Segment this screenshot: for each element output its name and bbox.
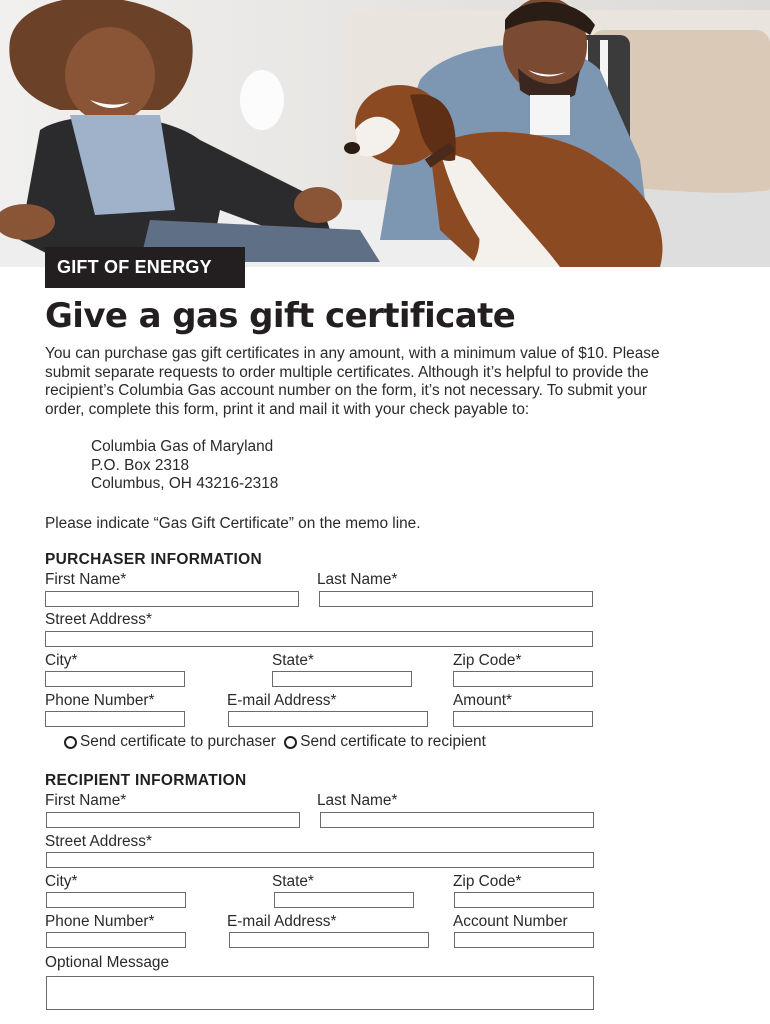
- page-title: Give a gas gift certificate: [45, 296, 516, 336]
- send-to-recipient-radio[interactable]: [284, 733, 486, 751]
- address-line: P.O. Box 2318: [91, 456, 190, 474]
- purchaser-city-label: City*: [45, 652, 78, 669]
- purchaser-first-name-field[interactable]: [45, 591, 299, 607]
- address-line: Columbia Gas of Maryland: [91, 438, 274, 455]
- purchaser-last-name-label: Last Name*: [317, 571, 398, 588]
- intro-line: You can purchase gas gift certificates in any amount, with a minimum value of $10. Please: [45, 345, 660, 362]
- recipient-zip-field[interactable]: [454, 892, 594, 908]
- hero-photo: [0, 0, 770, 267]
- send-to-purchaser-radio[interactable]: [64, 733, 276, 751]
- recipient-email-input[interactable]: [230, 935, 428, 949]
- recipient-city-input[interactable]: [47, 895, 185, 909]
- purchaser-amount-label: Amount*: [453, 692, 513, 709]
- send-certificate-options: [64, 733, 486, 754]
- recipient-message-field[interactable]: [46, 976, 594, 1010]
- family-with-beagle-illustration: [0, 0, 770, 267]
- purchaser-street-input[interactable]: [46, 634, 592, 648]
- purchaser-zip-field[interactable]: [453, 671, 593, 687]
- purchaser-first-name-label: First Name*: [45, 571, 127, 588]
- purchaser-amount-field[interactable]: [453, 711, 593, 727]
- purchaser-zip-input[interactable]: [454, 674, 592, 688]
- recipient-zip-label: Zip Code*: [453, 873, 522, 890]
- purchaser-heading: PURCHASER INFORMATION: [45, 551, 262, 568]
- recipient-last-name-input[interactable]: [321, 815, 593, 829]
- purchaser-phone-label: Phone Number*: [45, 692, 155, 709]
- recipient-account-input[interactable]: [455, 935, 593, 949]
- purchaser-city-field[interactable]: [45, 671, 185, 687]
- intro-paragraph: [45, 345, 735, 419]
- recipient-zip-input[interactable]: [455, 895, 593, 909]
- address-line: Columbus, OH 43216-2318: [91, 475, 279, 493]
- recipient-first-name-field[interactable]: [46, 812, 300, 828]
- purchaser-last-name-input[interactable]: [320, 594, 592, 608]
- purchaser-street-field[interactable]: [45, 631, 593, 647]
- recipient-phone-field[interactable]: [46, 932, 186, 948]
- recipient-city-field[interactable]: [46, 892, 186, 908]
- recipient-street-input[interactable]: [47, 855, 593, 869]
- recipient-state-input[interactable]: [275, 895, 413, 909]
- purchaser-first-name-input[interactable]: [46, 594, 298, 608]
- radio-circle-icon[interactable]: [64, 736, 77, 749]
- recipient-state-field[interactable]: [274, 892, 414, 908]
- recipient-last-name-label: Last Name*: [317, 792, 398, 809]
- recipient-city-label: City*: [45, 873, 78, 890]
- recipient-account-field[interactable]: [454, 932, 594, 948]
- purchaser-state-label: State*: [272, 652, 314, 669]
- recipient-last-name-field[interactable]: [320, 812, 594, 828]
- recipient-heading: RECIPIENT INFORMATION: [45, 772, 247, 789]
- send-to-purchaser-label: Send certificate to purchaser: [80, 733, 276, 750]
- send-to-recipient-label: Send certificate to recipient: [300, 733, 486, 750]
- intro-line: submit separate requests to order multiple certificates. Although it’s helpful to provide the: [45, 363, 649, 381]
- purchaser-last-name-field[interactable]: [319, 591, 593, 607]
- recipient-account-label: Account Number: [453, 913, 568, 930]
- purchaser-email-input[interactable]: [229, 714, 427, 728]
- recipient-message-label: Optional Message: [45, 954, 170, 971]
- purchaser-email-label: E-mail Address*: [227, 692, 337, 709]
- purchaser-city-input[interactable]: [46, 674, 184, 688]
- purchaser-street-label: Street Address*: [45, 611, 152, 628]
- recipient-email-field[interactable]: [229, 932, 429, 948]
- purchaser-email-field[interactable]: [228, 711, 428, 727]
- mailing-address: [91, 438, 278, 494]
- purchaser-amount-input[interactable]: [454, 714, 592, 728]
- purchaser-state-input[interactable]: [273, 674, 411, 688]
- recipient-message-input[interactable]: [47, 977, 593, 1009]
- purchaser-phone-field[interactable]: [45, 711, 185, 727]
- memo-instruction: Please indicate “Gas Gift Certificate” on the memo line.: [45, 515, 421, 532]
- recipient-state-label: State*: [272, 873, 314, 890]
- recipient-email-label: E-mail Address*: [227, 913, 337, 930]
- recipient-street-field[interactable]: [46, 852, 594, 868]
- recipient-phone-label: Phone Number*: [45, 913, 155, 930]
- recipient-first-name-label: First Name*: [45, 792, 127, 809]
- purchaser-zip-label: Zip Code*: [453, 652, 522, 669]
- purchaser-state-field[interactable]: [272, 671, 412, 687]
- recipient-first-name-input[interactable]: [47, 815, 299, 829]
- gift-of-energy-badge: GIFT OF ENERGY: [45, 247, 245, 288]
- recipient-phone-input[interactable]: [47, 935, 185, 949]
- intro-line: recipient’s Columbia Gas account number on the form, it’s not necessary. To submit your: [45, 382, 647, 400]
- purchaser-phone-input[interactable]: [46, 714, 184, 728]
- radio-circle-icon[interactable]: [284, 736, 297, 749]
- recipient-street-label: Street Address*: [45, 833, 152, 850]
- intro-line: order, complete this form, print it and mail it with your check payable to:: [45, 400, 530, 418]
